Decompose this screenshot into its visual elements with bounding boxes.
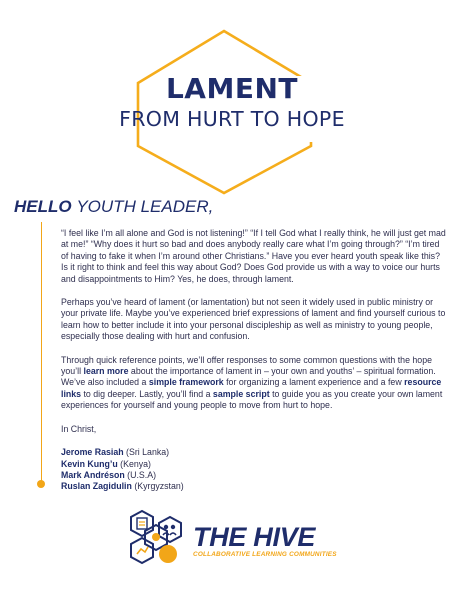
signatory: Kevin Kung’u (Kenya): [61, 458, 151, 469]
hive-hexagon-cluster-icon: [126, 507, 190, 569]
title-subtitle: FROM HURT TO HOPE: [119, 107, 345, 131]
paragraph-2: Perhaps you’ve heard of lament (or lamentation) but not seen it widely used in public ministry or your private life. Maybe you’ve experienced brief expressions of lament and find yourself curious to learn how to better include it into your personal discipleship as well as ministry to young people, especially those dealing with hurt and confusion.: [61, 297, 446, 342]
greeting-heading: [14, 197, 213, 217]
brand-block: [193, 523, 337, 558]
signatory: Ruslan Zagidulin (Kyrgyzstan): [61, 481, 184, 492]
emphasis-learn-more: learn more: [83, 366, 129, 377]
greeting-audience: YOUTH LEADER,: [76, 197, 214, 216]
signatory: Jerome Rasiah (Sri Lanka): [61, 447, 170, 458]
closing: In Christ,: [61, 423, 97, 434]
margin-rule-dot: [37, 480, 45, 488]
emphasis-sample-script: sample script: [212, 388, 270, 399]
emphasis-resource-links: resource links: [61, 377, 442, 399]
letter-body: [61, 228, 449, 493]
document-title: [0, 74, 464, 132]
margin-rule: [41, 222, 42, 484]
signatory: Mark Andréson (U.S.A): [61, 469, 156, 480]
brand-tagline: COLLABORATIVE LEARNING COMMUNITIES: [193, 551, 337, 558]
brand-name: THE HIVE: [193, 522, 316, 552]
paragraph-3: Through quick reference points, we’ll offer responses to some common questions with the hope you’ll learn more about the importance of lament in – your own and youths’ – spiritual formation. We’ve also included a simple framework for organizing a lament experience and a few resource links to dig deeper. Lastly, you’ll find a sample script to guide you as you create your own lament experiences for yourself and young people to move from hurt to hope.: [61, 354, 443, 411]
signatories: [61, 447, 449, 493]
title-lament: LAMENT: [165, 72, 299, 105]
greeting-hello: HELLO: [14, 197, 72, 216]
emphasis-simple-framework: simple framework: [148, 377, 224, 388]
paragraph-1: “I feel like I’m all alone and God is not listening!” “If I tell God what I really think, he will just get mad at me!” “Why does it hurt so bad and does anybody really care what I’m going through?” “I’m tired of having to fake it when I’m around other Christians.” Have you ever heard youth speak like this? Is it right to think and feel this way about God? Does God provide us with a way to voice our hurts and disappointments to Him? Yes, he does, through lament.: [61, 228, 446, 284]
